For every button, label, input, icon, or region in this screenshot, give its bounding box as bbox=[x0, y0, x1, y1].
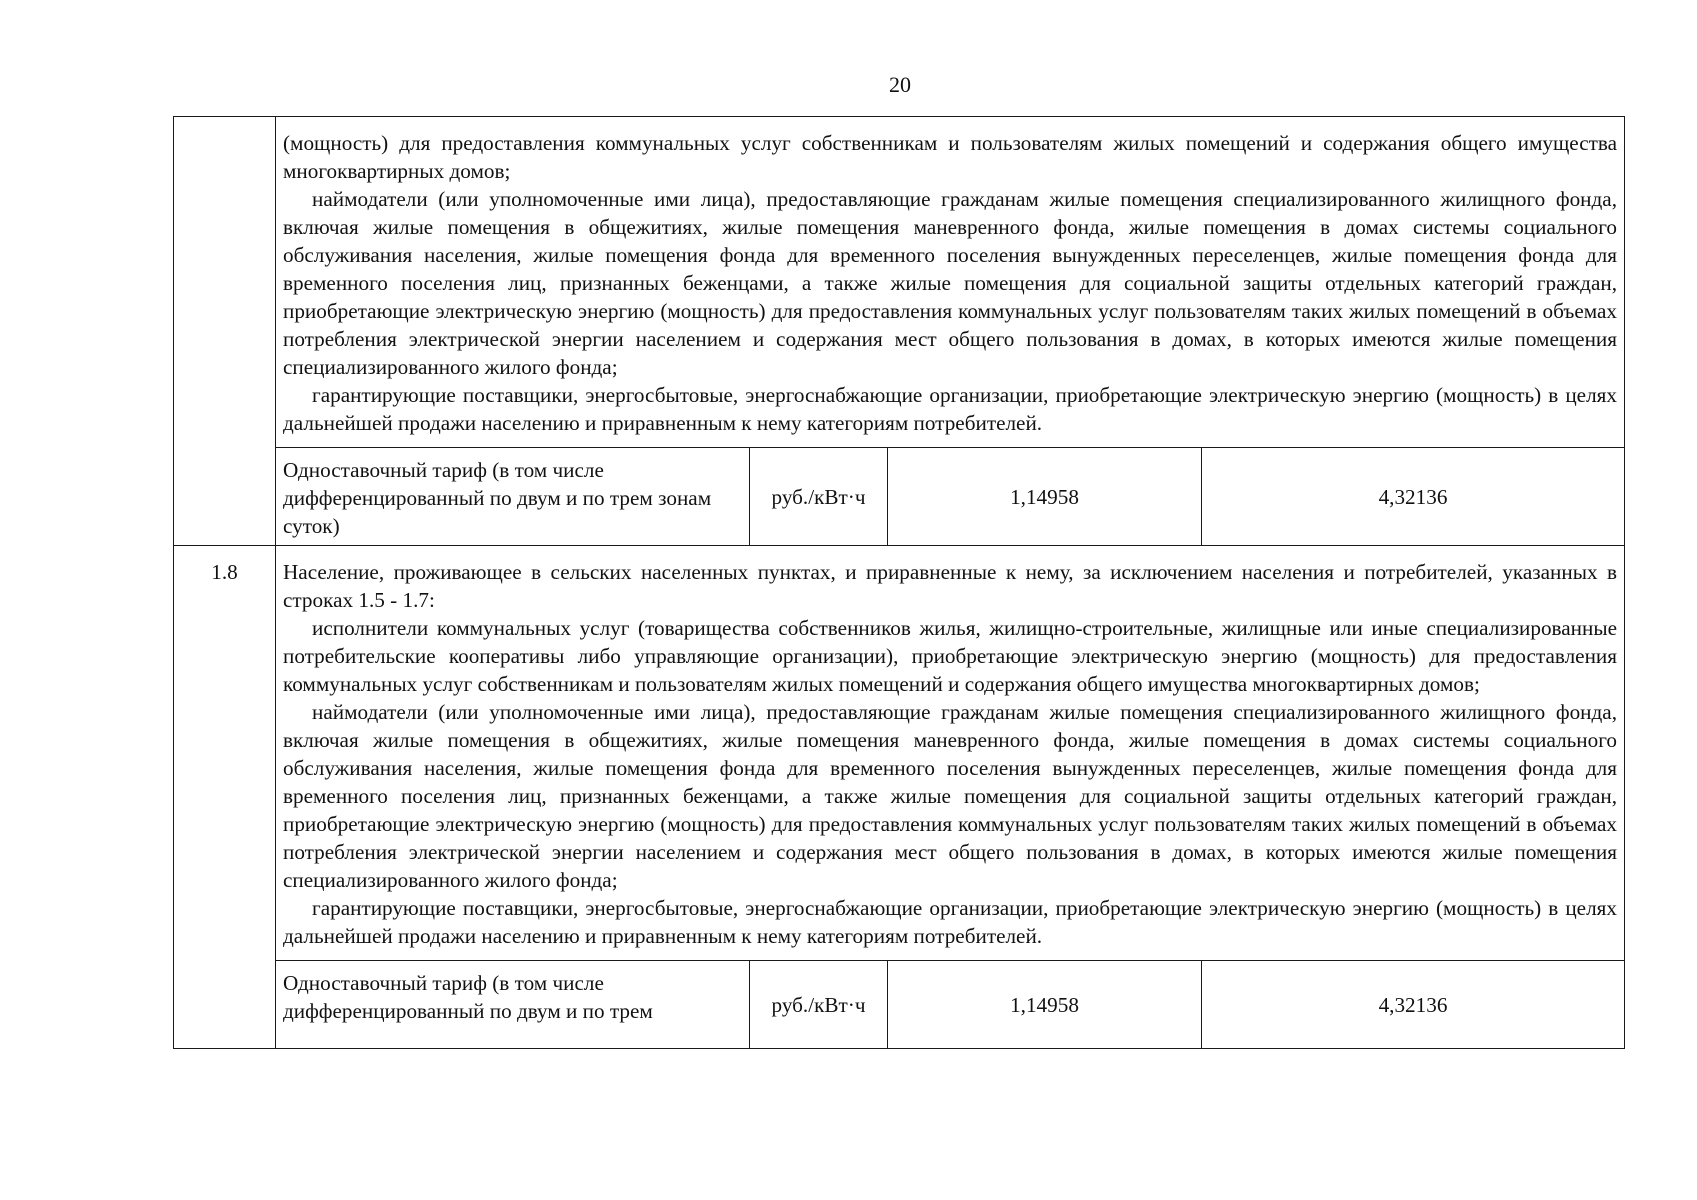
tariff-value-cell: 4,32136 bbox=[1202, 961, 1625, 1049]
row-number-cell bbox=[174, 117, 276, 546]
consumer-description-cell bbox=[276, 117, 1625, 448]
description-paragraph: исполнители коммунальных услуг (товарищества собственников жилья, жилищно-строительные, жилищные или иные специализированные потребительские кооперативы либо управляющие организации), приобретающие электрическую энергию (мощность) для предоставления коммунальных услуг собственникам и пользователям жилых помещений и содержания общего имущества многоквартирных домов; bbox=[283, 616, 1617, 696]
consumer-description-cell bbox=[276, 546, 1625, 961]
table-row bbox=[174, 448, 1625, 546]
tariff-name-cell: Одноставочный тариф (в том числе дифференцированный по двум и по трем bbox=[276, 961, 750, 1049]
tariff-value-cell: 4,32136 bbox=[1202, 448, 1625, 546]
tariff-value-cell: 1,14958 bbox=[888, 961, 1202, 1049]
tariff-table bbox=[173, 116, 1625, 1049]
description-paragraph: гарантирующие поставщики, энергосбытовые, энергоснабжающие организации, приобретающие электрическую энергию (мощность) в целях дальнейшей продажи населению и приравненным к нему категориям потребителей. bbox=[283, 383, 1617, 435]
tariff-value-cell: 1,14958 bbox=[888, 448, 1202, 546]
tariff-unit-cell: руб./кВт·ч bbox=[750, 961, 888, 1049]
page-number: 20 bbox=[889, 72, 911, 97]
tariff-unit-cell: руб./кВт·ч bbox=[750, 448, 888, 546]
description-paragraph: (мощность) для предоставления коммунальных услуг собственникам и пользователям жилых помещений и содержания общего имущества многоквартирных домов; bbox=[283, 131, 1617, 183]
table-row bbox=[174, 117, 1625, 448]
tariff-name-cell: Одноставочный тариф (в том числе дифференцированный по двум и по трем зонам суток) bbox=[276, 448, 750, 546]
table-row bbox=[174, 546, 1625, 961]
description-paragraph: гарантирующие поставщики, энергосбытовые, энергоснабжающие организации, приобретающие электрическую энергию (мощность) в целях дальнейшей продажи населению и приравненным к нему категориям потребителей. bbox=[283, 896, 1617, 948]
row-number-cell: 1.8 bbox=[174, 546, 276, 1049]
table-row bbox=[174, 961, 1625, 1049]
description-paragraph: наймодатели (или уполномоченные ими лица), предоставляющие гражданам жилые помещения специализированного жилищного фонда, включая жилые помещения в общежитиях, жилые помещения маневренного фонда, жилые помещения в домах системы социального обслуживания населения, жилые помещения фонда для временного поселения вынужденных переселенцев, жилые помещения фонда для временного поселения лиц, признанных беженцами, а также жилые помещения для социальной защиты отдельных категорий граждан, приобретающие электрическую энергию (мощность) для предоставления коммунальных услуг пользователям таких жилых помещений в объемах потребления электрической энергии населением и содержания мест общего пользования в домах, в которых имеются жилые помещения специализированного жилого фонда; bbox=[283, 700, 1617, 892]
description-paragraph: наймодатели (или уполномоченные ими лица), предоставляющие гражданам жилые помещения специализированного жилищного фонда, включая жилые помещения в общежитиях, жилые помещения маневренного фонда, жилые помещения в домах системы социального обслуживания населения, жилые помещения фонда для временного поселения вынужденных переселенцев, жилые помещения фонда для временного поселения лиц, признанных беженцами, а также жилые помещения для социальной защиты отдельных категорий граждан, приобретающие электрическую энергию (мощность) для предоставления коммунальных услуг пользователям таких жилых помещений в объемах потребления электрической энергии населением и содержания мест общего пользования в домах, в которых имеются жилые помещения специализированного жилого фонда; bbox=[283, 187, 1617, 379]
description-paragraph: Население, проживающее в сельских населенных пунктах, и приравненные к нему, за исключением населения и потребителей, указанных в строках 1.5 - 1.7: bbox=[283, 560, 1617, 612]
